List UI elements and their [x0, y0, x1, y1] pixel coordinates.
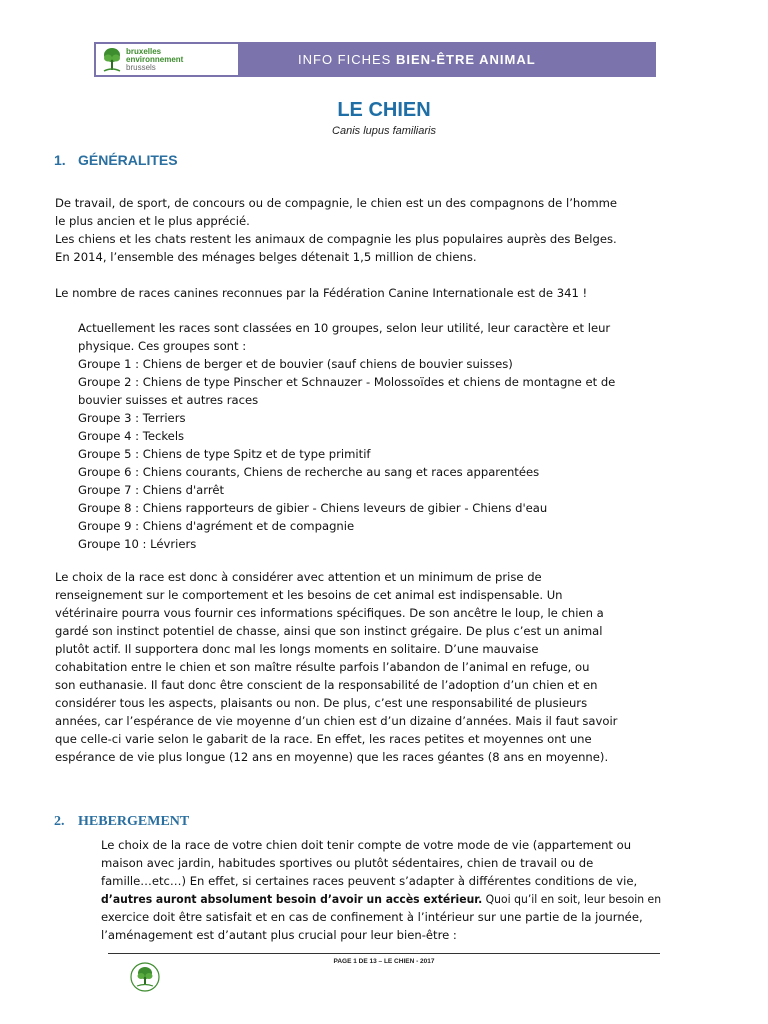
choice-line: Le choix de la race est donc à considérer avec attention et un minimum de prise de	[55, 570, 542, 584]
group-item: Groupe 10 : Lévriers	[78, 537, 197, 551]
footer-page-label: PAGE 1 DE 13 – LE CHIEN - 2017	[333, 958, 435, 965]
groups-intro-line: Actuellement les races sont classées en 10 groupes, selon leur utilité, leur caractère et leur	[78, 321, 611, 335]
header-banner	[94, 42, 656, 77]
intro-line: En 2014, l’ensemble des ménages belges détenait 1,5 million de chiens.	[55, 250, 477, 264]
group-item: Groupe 1 : Chiens de berger et de bouvier (sauf chiens de bouvier suisses)	[78, 357, 513, 371]
header-title-prefix: INFO FICHES	[298, 52, 396, 67]
hebergement-line: l’aménagement est d’autant plus crucial pour leur bien-être :	[101, 928, 457, 942]
choice-line: gardé son instinct potentiel de chasse, ainsi que son instinct grégaire. De plus c’est un animal	[55, 624, 603, 638]
section-1-race-count	[55, 284, 660, 302]
section-1-choice-paragraph	[55, 568, 660, 766]
group-item: Groupe 2 : Chiens de type Pinscher et Schnauzer - Molossoïdes et chiens de montagne et de	[78, 375, 616, 389]
section-2-heading	[54, 814, 189, 830]
group-item: bouvier suisses et autres races	[78, 393, 259, 407]
section-1-heading	[54, 152, 178, 168]
hebergement-line: maison avec jardin, habitudes sportives ou plutôt sédentaires, chien de travail ou de	[101, 856, 594, 870]
group-item: Groupe 6 : Chiens courants, Chiens de recherche au sang et races apparentées	[78, 465, 540, 479]
page-subtitle: Canis lupus familiaris	[332, 125, 436, 137]
tree-logo-icon	[102, 47, 122, 73]
choice-line: que celle-ci varie selon le gabarit de la race. En effet, les races petites et moyennes ont une	[55, 732, 592, 746]
choice-line: espérance de vie plus longue (12 ans en moyenne) que les races géantes (8 ans en moyenne).	[55, 750, 609, 764]
intro-line: le plus ancien et le plus apprécié.	[55, 214, 250, 228]
group-item: Groupe 9 : Chiens d'agrément et de compagnie	[78, 519, 355, 533]
section-2-title: HEBERGEMENT	[78, 814, 190, 829]
intro-line: Les chiens et les chats restent les animaux de compagnie les plus populaires auprès des Belges.	[55, 232, 617, 246]
logo-line-1: bruxelles	[126, 46, 162, 56]
section-2-paragraph	[101, 836, 661, 944]
choice-line: considérer tous les aspects, plaisants ou non. De plus, c’est une responsabilité de plusieurs	[55, 696, 588, 710]
header-title	[298, 52, 536, 67]
hebergement-line-4-rest: Quoi qu’il en soit, leur besoin en	[482, 892, 662, 906]
logo-line-2: environnement	[126, 54, 184, 64]
group-item: Groupe 5 : Chiens de type Spitz et de type primitif	[78, 447, 371, 461]
group-item: Groupe 7 : Chiens d'arrêt	[78, 483, 225, 497]
page-title: LE CHIEN	[337, 99, 431, 121]
group-item: Groupe 3 : Terriers	[78, 411, 186, 425]
choice-line: vétérinaire pourra vous fournir ces informations spécifiques. De son ancêtre le loup, le chien a	[55, 606, 604, 620]
brand-logo	[96, 44, 238, 75]
header-title-bold: BIEN-ÊTRE ANIMAL	[395, 52, 536, 67]
hebergement-line: famille…etc…) En effet, si certaines races peuvent s’adapter à différentes conditions de vie,	[101, 874, 638, 888]
logo-text	[126, 48, 183, 72]
groups-intro-line: physique. Ces groupes sont :	[78, 339, 247, 353]
section-2-number: 2.	[54, 814, 65, 829]
section-1-intro	[55, 194, 660, 266]
choice-line: cohabitation entre le chien et son maître résulte parfois l’abandon de l’animal en refuge, ou	[55, 660, 590, 674]
choice-line: son euthanasie. Il faut donc être conscient de la responsabilité de l’adoption d’un chien et en	[55, 678, 598, 692]
race-count-line: Le nombre de races canines reconnues par la Fédération Canine Internationale est de 341 !	[55, 286, 588, 300]
group-item: Groupe 8 : Chiens rapporteurs de gibier - Chiens leveurs de gibier - Chiens d'eau	[78, 501, 548, 515]
section-1-number: 1.	[54, 152, 66, 168]
footer-tree-logo-icon	[128, 962, 162, 992]
choice-line: renseignement sur le comportement et les besoins de cet animal est indispensable. Un	[55, 588, 563, 602]
choice-line: plutôt actif. Il supportera donc mal les longs moments en solitaire. D’une mauvaise	[55, 642, 539, 656]
groups-block	[78, 319, 660, 553]
footer-rule	[108, 953, 660, 954]
hebergement-line: exercice doit être satisfait et en cas de confinement à l’intérieur sur une partie de la journée,	[101, 910, 643, 924]
section-1-title: GÉNÉRALITES	[78, 152, 178, 168]
intro-line: De travail, de sport, de concours ou de compagnie, le chien est un des compagnons de l’homme	[55, 196, 618, 210]
group-item: Groupe 4 : Teckels	[78, 429, 185, 443]
choice-line: années, car l’espérance de vie moyenne d’un chien est d’un dizaine d’années. Mais il faut savoir	[55, 714, 618, 728]
hebergement-line: Le choix de la race de votre chien doit tenir compte de votre mode de vie (appartement ou	[101, 838, 632, 852]
logo-line-3: brussels	[126, 62, 156, 72]
hebergement-emphasis: d’autres auront absolument besoin d’avoir un accès extérieur.	[101, 892, 483, 906]
hebergement-line-4	[101, 890, 662, 908]
